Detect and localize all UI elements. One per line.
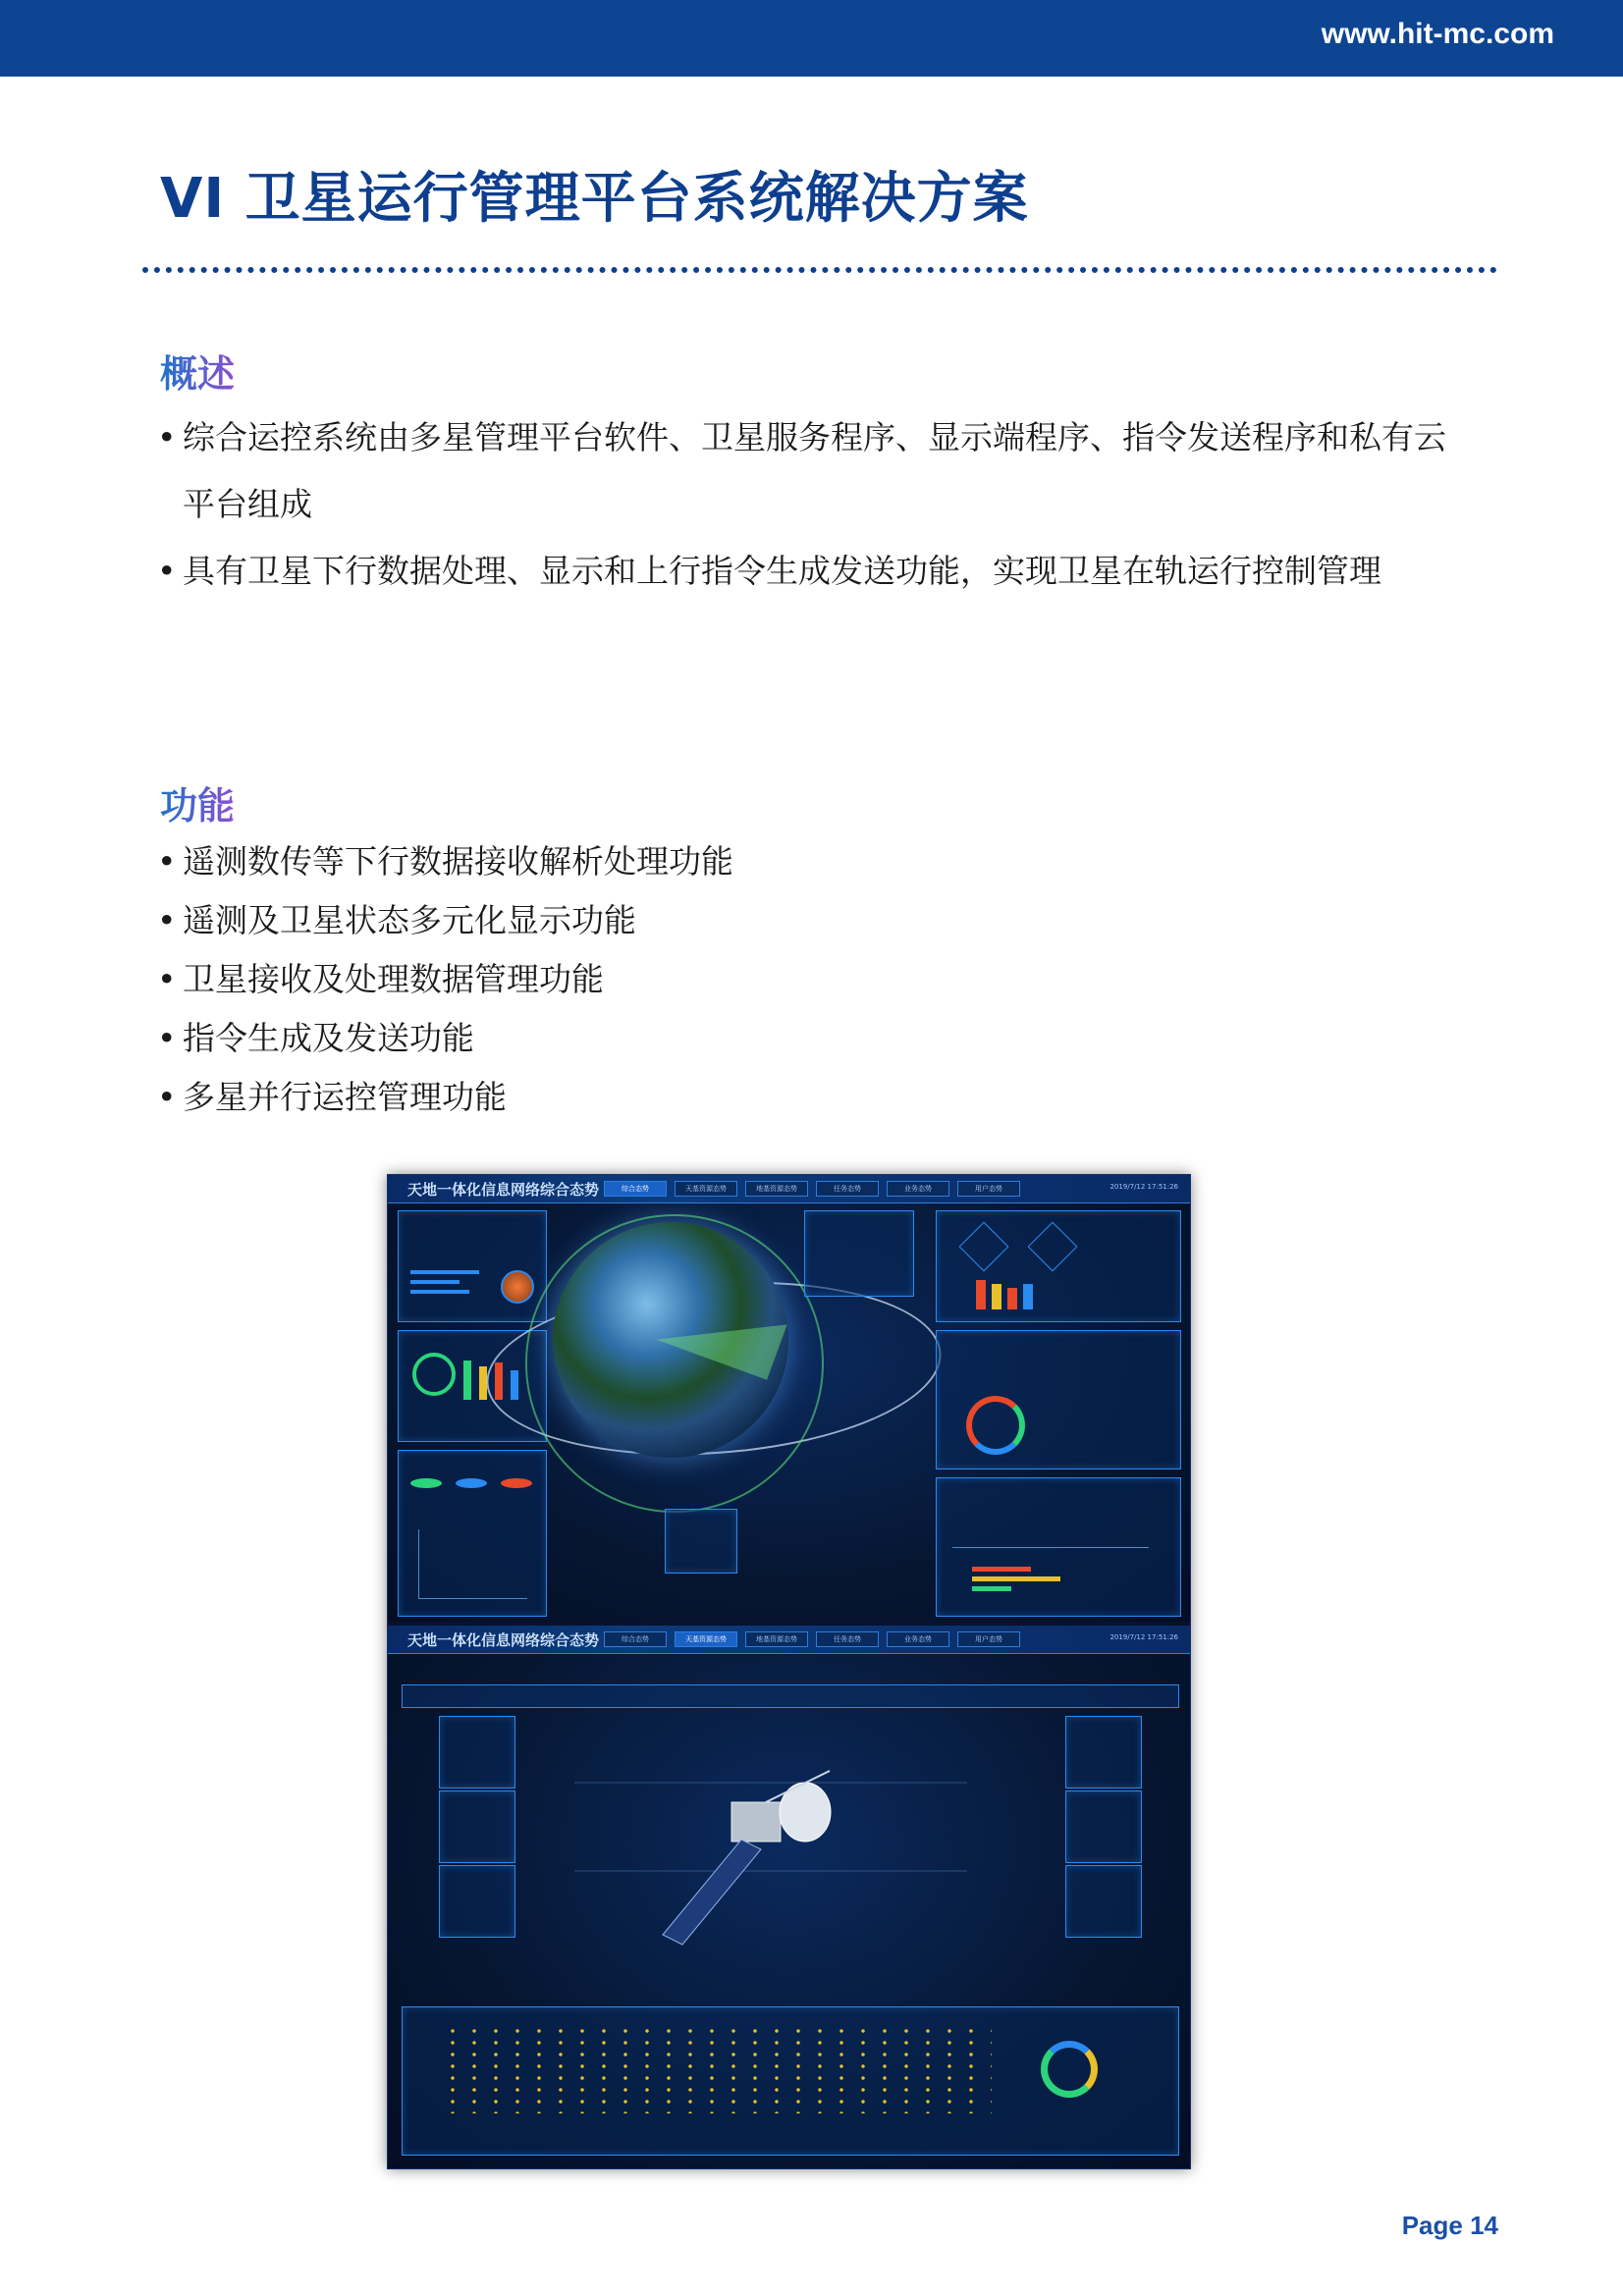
screen-title-bar [388, 1626, 1190, 1654]
ring-gauge [412, 1353, 456, 1396]
bar [976, 1280, 986, 1309]
alarm-dot-grid [442, 2025, 992, 2113]
screen-nav [604, 1631, 1020, 1647]
title-divider [142, 267, 1497, 273]
tab-overview[interactable]: 综合态势 [604, 1631, 667, 1647]
bar [1023, 1284, 1033, 1309]
subsystem-panel [439, 1716, 515, 1789]
website-url[interactable]: www.hit-mc.com [1321, 18, 1554, 50]
overview-item: • 具有卫星下行数据处理、显示和上行指令生成发送功能，实现卫星在轨运行控制管理 [157, 538, 1453, 605]
alarm-statistics-panel [402, 2006, 1179, 2156]
satellite-bus [731, 1802, 781, 1842]
screen-time: 2019/7/12 17:51:26 [1109, 1183, 1178, 1191]
indicator [456, 1478, 487, 1488]
overview-heading: 概述 [160, 344, 235, 398]
tab-ground-resources[interactable]: 地基资源态势 [745, 1181, 808, 1197]
function-item: • 多星并行运控管理功能 [157, 1068, 1512, 1127]
subsystem-panel [1065, 1716, 1142, 1789]
layer-list-panel [804, 1210, 914, 1297]
subsystem-panel [1065, 1865, 1142, 1938]
screen-title-bar [388, 1175, 1190, 1203]
bar-line [410, 1280, 460, 1284]
network-info-panel [398, 1450, 547, 1617]
alarm-info-panel [936, 1477, 1181, 1617]
donut-chart [1041, 2041, 1098, 2098]
screen-time: 2019/7/12 17:51:26 [1109, 1633, 1178, 1641]
tab-tasks[interactable]: 任务态势 [816, 1181, 879, 1197]
overview-item: • 综合运控系统由多星管理平台软件、卫星服务程序、显示端程序、指令发送程序和私有云平台组成 [157, 404, 1453, 538]
overview-list [157, 404, 1453, 605]
satellite-detail-screen [388, 1626, 1190, 2168]
screen-title: 天地一体化信息网络综合态势 [407, 1181, 600, 1199]
bar [972, 1586, 1011, 1591]
tab-business[interactable]: 业务态势 [887, 1631, 949, 1647]
page-number: Page 14 [1401, 2211, 1498, 2240]
tab-overview[interactable]: 综合态势 [604, 1181, 667, 1197]
tab-ground-resources[interactable]: 地基资源态势 [745, 1631, 808, 1647]
dashboard-screenshot [387, 1174, 1191, 2169]
bar [992, 1284, 1001, 1309]
bar [463, 1361, 471, 1400]
function-item: • 卫星接收及处理数据管理功能 [157, 950, 1512, 1009]
alarm-line-chart [952, 1508, 1149, 1548]
page-title: VI 卫星运行管理平台系统解决方案 [160, 167, 1029, 231]
function-item: • 指令生成及发送功能 [157, 1009, 1512, 1068]
bar [972, 1567, 1031, 1572]
satellite-info-panel [398, 1210, 547, 1322]
functions-list [157, 832, 1512, 1127]
task-business-panel [936, 1330, 1181, 1469]
screen-nav [604, 1181, 1020, 1197]
screen-title: 天地一体化信息网络综合态势 [407, 1631, 600, 1649]
solar-panel [663, 1840, 761, 1945]
situation-overview-screen [388, 1175, 1190, 1622]
telemetry-summary-bar [402, 1684, 1179, 1708]
tab-business[interactable]: 业务态势 [887, 1181, 949, 1197]
gauge-circle [501, 1270, 534, 1304]
tab-space-resources[interactable]: 天基资源态势 [675, 1181, 737, 1197]
orbit-ring [525, 1214, 824, 1513]
satellite-model [565, 1734, 977, 1959]
tab-users[interactable]: 用户态势 [957, 1181, 1020, 1197]
bar-line [410, 1290, 469, 1294]
subsystem-panel [439, 1790, 515, 1863]
diamond-badge [959, 1222, 1009, 1272]
bar-line [410, 1270, 479, 1274]
tab-tasks[interactable]: 任务态势 [816, 1631, 879, 1647]
header-bar [0, 0, 1623, 77]
indicator [410, 1478, 442, 1488]
bar [972, 1576, 1060, 1581]
subsystem-panel [439, 1865, 515, 1938]
tab-space-resources[interactable]: 天基资源态势 [675, 1631, 737, 1647]
donut-chart [966, 1396, 1025, 1455]
function-item: • 遥测数传等下行数据接收解析处理功能 [157, 832, 1512, 891]
bar [1007, 1288, 1017, 1309]
traffic-histogram [418, 1529, 527, 1599]
tab-users[interactable]: 用户态势 [957, 1631, 1020, 1647]
diamond-badge [1028, 1222, 1078, 1272]
indicator [501, 1478, 532, 1488]
subsystem-panel [1065, 1790, 1142, 1863]
satellite-popup [665, 1509, 737, 1574]
function-item: • 遥测及卫星状态多元化显示功能 [157, 891, 1512, 950]
functions-heading: 功能 [160, 775, 235, 829]
user-info-panel [936, 1210, 1181, 1322]
